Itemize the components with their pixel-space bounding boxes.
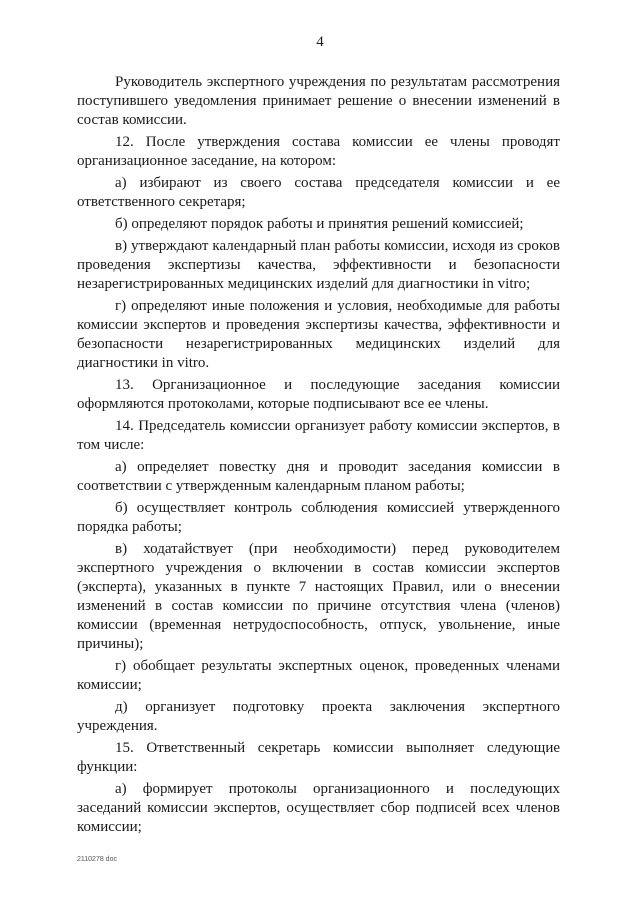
- document-body: [77, 73, 560, 840]
- paragraph: г) определяют иные положения и условия, необходимые для работы комиссии экспертов и проведения экспертизы качества, эффективности и безопасности незарегистрированных медицинских изделий для диагностики in vitro.: [77, 298, 560, 371]
- paragraph: д) организует подготовку проекта заключения экспертного учреждения.: [77, 699, 560, 734]
- paragraph: 12. После утверждения состава комиссии ее члены проводят организационное заседание, на котором:: [77, 134, 560, 169]
- footer-file-code: 2110278 doc: [77, 856, 117, 863]
- page-number: 4: [316, 34, 324, 50]
- paragraph: в) утверждают календарный план работы комиссии, исходя из сроков проведения экспертизы качества, эффективности и безопасности незарегистрированных медицинских изделий для диагностики in vitro;: [77, 238, 560, 292]
- paragraph: а) формирует протоколы организационного и последующих заседаний комиссии экспертов, осуществляет сбор подписей всех членов комиссии;: [77, 781, 560, 835]
- paragraph: г) обобщает результаты экспертных оценок, проведенных членами комиссии;: [77, 658, 560, 693]
- paragraph: а) определяет повестку дня и проводит заседания комиссии в соответствии с утвержденным календарным планом работы;: [77, 459, 560, 494]
- paragraph: в) ходатайствует (при необходимости) перед руководителем экспертного учреждения о включении в состав комиссии экспертов (эксперта), указанных в пункте 7 настоящих Правил, или о внесении изменений в состав комиссии по причине отсутствия члена (членов) комиссии (временная нетрудоспособность, отпуск, увольнение, иные причины);: [77, 541, 560, 652]
- paragraph: 13. Организационное и последующие заседания комиссии оформляются протоколами, которые подписывают все ее члены.: [77, 377, 560, 412]
- paragraph: а) избирают из своего состава председателя комиссии и ее ответственного секретаря;: [77, 175, 560, 210]
- paragraph: Руководитель экспертного учреждения по результатам рассмотрения поступившего уведомления принимает решение о внесении изменений в состав комиссии.: [77, 74, 560, 128]
- paragraph: б) определяют порядок работы и принятия решений комиссией;: [115, 216, 524, 232]
- paragraph: 14. Председатель комиссии организует работу комиссии экспертов, в том числе:: [77, 418, 560, 453]
- paragraph: 15. Ответственный секретарь комиссии выполняет следующие функции:: [77, 740, 560, 775]
- paragraph: б) осуществляет контроль соблюдения комиссией утвержденного порядка работы;: [77, 500, 560, 535]
